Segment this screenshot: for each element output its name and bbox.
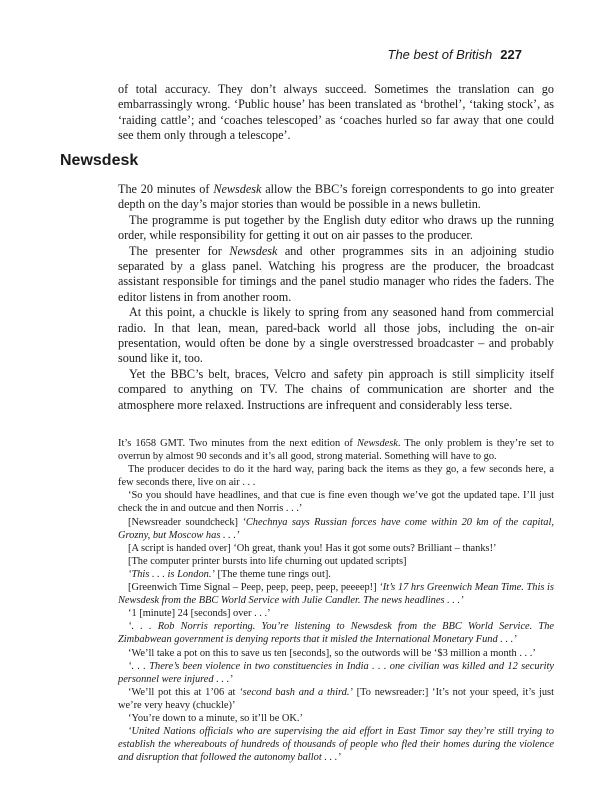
extract-line: It’s 1658 GMT. Two minutes from the next edition of Newsdesk. The only problem is they’re set to overrun by almost 90 seconds and it’s all good, strong material. Something will have to go. [118, 438, 555, 463]
paragraph: The programme is put together by the English duty editor who draws up the running order, while responsibility for getting it out on air passes to the producer. [118, 212, 554, 243]
extract-line: ‘We’ll take a pot on this to save us ten [seconds], so the outwords will be ‘$3 million a month . . .’ [128, 647, 536, 659]
paragraph: At this point, a chuckle is likely to spring from any seasoned hand from commercial radio. In that lean, mean, pared-back world all those jobs, including the on-air presentation, would often be done by a single overstressed broadcaster – and probably sound like it, too. [118, 305, 554, 366]
running-header [388, 47, 522, 62]
paragraph: Yet the BBC’s belt, braces, Velcro and safety pin approach is still simplicity itself compared to anything on TV. The chains of communication are shorter and the atmosphere more relaxed. Instructions are infrequent and considerably less terse. [118, 366, 554, 412]
extract-line: ‘So you should have headlines, and that cue is fine even though we’ve got the updated tape. I’ll just check the in and outcue and then Norris . . .’ [118, 490, 554, 515]
intro-text [118, 82, 554, 144]
extract-line: ‘We’ll pot this at 1’06 at ‘second bash and a third.’ [To newsreader:] ‘It’s not your speed, it’s just we’re very heavy (chuckle)’ [118, 686, 554, 711]
extract-line: ‘. . . There’s been violence in two constituencies in India . . . one civilian was killed and 12 security personnel were injured . . .’ [118, 660, 554, 685]
extract-line: ‘1 [minute] 24 [seconds] over . . .’ [128, 608, 271, 620]
extract-line: [A script is handed over] ‘Oh great, thank you! Has it got some outs? Brilliant – thanks!’ [128, 542, 497, 554]
extract-line: ‘You’re down to a minute, so it’ll be OK.’ [128, 712, 303, 724]
transcript-extract [118, 437, 554, 764]
intro-paragraph: of total accuracy. They don’t always succeed. Sometimes the translation can go embarrassingly wrong. ‘Public house’ has been translated as ‘brothel’, ‘taking stock’, as ‘raiding cattle’; and ‘coaches telescoped’ as ‘coaches hurled so far away that one could see them only through a telescope’. [118, 82, 554, 143]
section-body [118, 182, 554, 413]
extract-line: [Newsreader soundcheck] ‘Chechnya says Russian forces have come within 20 km of the capital, Grozny, but Moscow has . . .’ [118, 516, 554, 541]
extract-line: ‘This . . . is London.’ [The theme tune rings out]. [128, 568, 331, 580]
section-heading: Newsdesk [60, 152, 139, 169]
page-number: 227 [500, 47, 522, 62]
extract-line: [Greenwich Time Signal – Peep, peep, peep, peep, peeeep!] ‘It’s 17 hrs Greenwich Mean Time. This is Newsdesk from the BBC World Service with Julie Candler. The news headlines . . .’ [118, 582, 554, 607]
extract-line: ‘. . . Rob Norris reporting. You’re listening to Newsdesk from the BBC World Service. The Zimbabwean government is denying reports that it misled the International Monetary Fund . . .’ [118, 621, 554, 646]
paragraph: The 20 minutes of Newsdesk allow the BBC’s foreign correspondents to go into greater depth on the day’s major stories than would be possible in a news bulletin. [118, 182, 554, 212]
running-title: The best of British [387, 47, 493, 62]
paragraph: The presenter for Newsdesk and other programmes sits in an adjoining studio separated by a glass panel. Watching his progress are the producer, the broadcast assistant responsible for timings and the panel studio manager who rides the faders. The editor listens in from another room. [118, 243, 554, 304]
extract-line: ‘United Nations officials who are supervising the aid effort in East Timor say they’re still trying to establish the whereabouts of hundreds of thousands of people who fled their homes during the violence and disruption that followed the autonomy ballot . . .’ [118, 726, 554, 764]
extract-line: [The computer printer bursts into life churning out updated scripts] [128, 555, 407, 567]
extract-line: The producer decides to do it the hard way, paring back the items as they go, a few seconds here, a few seconds there, live on air . . . [118, 464, 554, 489]
